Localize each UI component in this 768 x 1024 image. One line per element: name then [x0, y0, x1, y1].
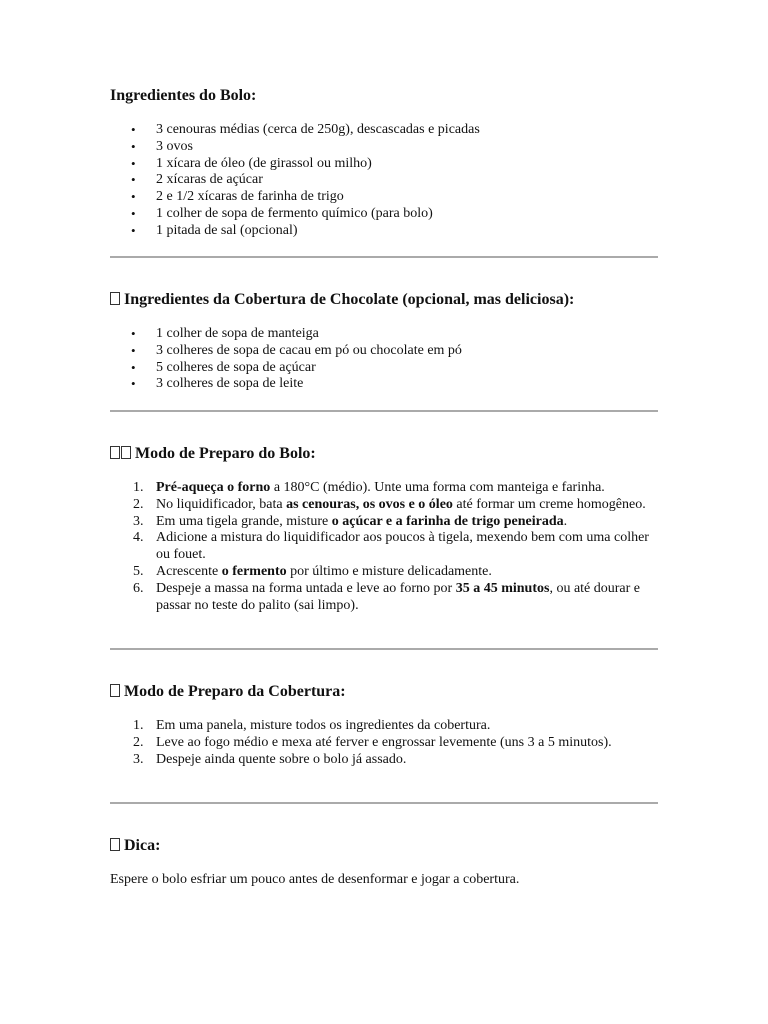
cake-steps-list: [110, 480, 658, 614]
step-text: Despeje ainda quente sobre o bolo já assado.: [156, 751, 407, 767]
chocolate-icon: [110, 292, 120, 305]
step-text: , ou até dourar e passar no teste do palito (sai limpo).: [156, 580, 641, 613]
tip-text: Espere o bolo esfriar um pouco antes de desenformar e jogar a cobertura.: [110, 872, 520, 887]
step-text: .: [563, 513, 568, 529]
topping-ingredients-heading: Ingredientes da Cobertura de Chocolate (opcional, mas deliciosa):: [110, 291, 574, 309]
step-number: 4.: [133, 530, 144, 546]
section-divider: [110, 410, 658, 412]
step-emphasis: o açúcar e a farinha de trigo peneirada: [331, 513, 564, 529]
list-item: • 1 xícara de óleo (de girassol ou milho): [110, 156, 658, 173]
step-text: Adicione a mistura do liquidificador aos poucos à tigela, mexendo bem com uma colher ou fouet.: [156, 530, 649, 563]
step-number: 1.: [133, 718, 144, 733]
section-divider: [110, 256, 658, 258]
cake-steps-heading: Modo de Preparo do Bolo:: [110, 445, 316, 463]
list-item: • 1 colher de sopa de manteiga: [110, 326, 658, 343]
step-number: 5.: [133, 563, 144, 579]
step-text: Despeje a massa na forma untada e leve ao forno por: [156, 580, 456, 596]
list-item: [110, 530, 658, 564]
step-text: Em uma tigela grande, misture: [156, 513, 332, 529]
pot-icon: [110, 684, 120, 697]
step-number: 3.: [133, 751, 144, 767]
list-item: [110, 514, 658, 531]
list-item: [110, 564, 658, 581]
step-text: até formar um creme homogêneo.: [452, 496, 646, 512]
step-number: 1.: [133, 480, 144, 495]
list-item: • 5 colheres de sopa de açúcar: [110, 360, 658, 377]
list-item: [110, 497, 658, 514]
section-divider: [110, 802, 658, 804]
list-item: [110, 581, 658, 615]
list-item: • 3 cenouras médias (cerca de 250g), descascadas e picadas: [110, 122, 658, 139]
step-emphasis: 35 a 45 minutos: [455, 580, 550, 596]
list-item: • 3 colheres de sopa de cacau em pó ou chocolate em pó: [110, 343, 658, 360]
step-number: 2.: [133, 734, 144, 750]
list-item: [110, 718, 658, 735]
step-text: Em uma panela, misture todos os ingredientes da cobertura.: [156, 718, 491, 733]
step-emphasis: Pré-aqueça o forno: [156, 480, 271, 495]
step-text: por último e misture delicadamente.: [286, 563, 492, 579]
step-text: Acrescente: [156, 563, 222, 579]
step-emphasis: o fermento: [221, 563, 287, 579]
chef-icon: [110, 446, 120, 459]
step-text: No liquidificador, bata: [156, 496, 287, 512]
lightbulb-icon: [110, 838, 120, 851]
list-item: [110, 735, 658, 752]
step-number: 6.: [133, 580, 144, 596]
chef-icon: [121, 446, 131, 459]
step-emphasis: as cenouras, os ovos e o óleo: [286, 496, 453, 512]
list-item: [110, 480, 658, 497]
topping-steps-heading: Modo de Preparo da Cobertura:: [110, 683, 346, 701]
cake-ingredients-list: [110, 122, 658, 240]
section-divider: [110, 648, 658, 650]
list-item: • 3 ovos: [110, 139, 658, 156]
step-text: Leve ao fogo médio e mexa até ferver e engrossar levemente (uns 3 a 5 minutos).: [156, 734, 612, 750]
cake-ingredients-heading: Ingredientes do Bolo:: [110, 87, 257, 104]
list-item: • 2 e 1/2 xícaras de farinha de trigo: [110, 189, 658, 206]
step-text: a 180°C (médio). Unte uma forma com manteiga e farinha.: [270, 480, 605, 495]
list-item: • 3 colheres de sopa de leite: [110, 376, 658, 393]
step-number: 2.: [133, 496, 144, 512]
list-item: [110, 752, 658, 769]
step-number: 3.: [133, 513, 144, 529]
topping-steps-list: [110, 718, 658, 768]
tip-heading: Dica:: [110, 837, 160, 855]
topping-ingredients-list: [110, 326, 658, 393]
list-item: • 1 colher de sopa de fermento químico (para bolo): [110, 206, 658, 223]
list-item: • 1 pitada de sal (opcional): [110, 223, 658, 240]
list-item: • 2 xícaras de açúcar: [110, 172, 658, 189]
